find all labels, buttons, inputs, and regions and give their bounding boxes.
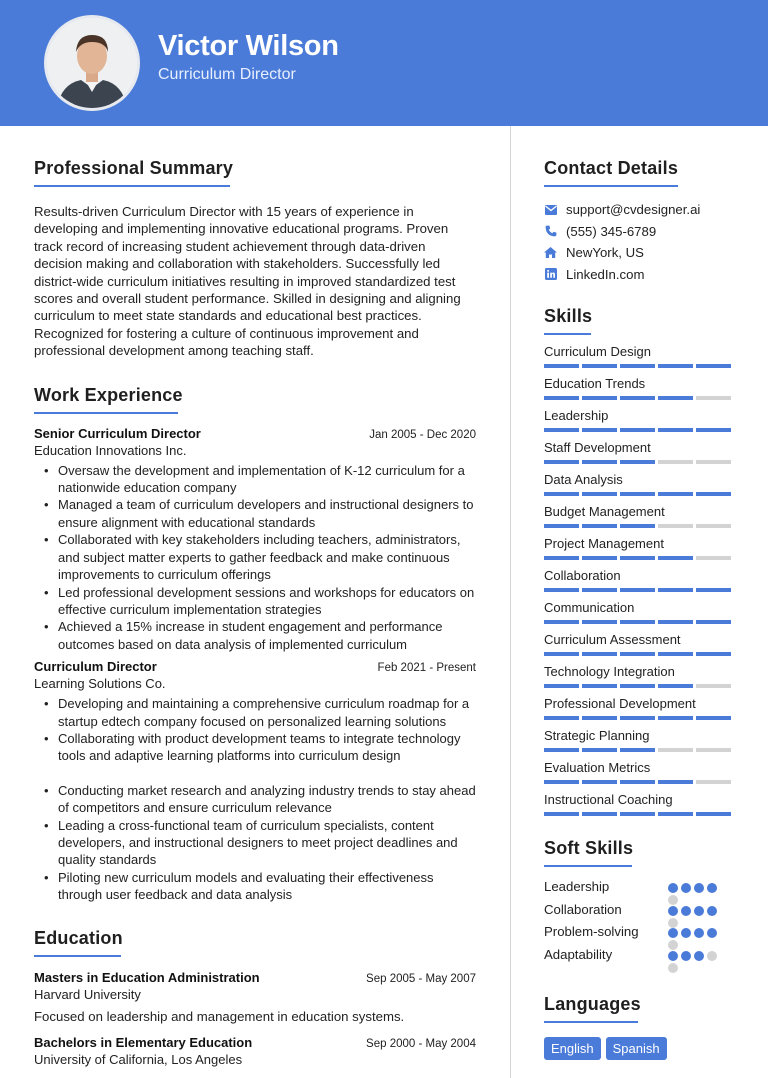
contact-text: (555) 345-6789: [566, 223, 657, 239]
skill-level-segment: [696, 492, 731, 496]
soft-skills-heading: Soft Skills: [544, 838, 634, 858]
skill-item: [544, 600, 734, 624]
soft-skill-rating: [668, 951, 717, 961]
rating-dot: [668, 951, 678, 961]
skill-level-segment: [620, 652, 655, 656]
contact-location: [544, 242, 734, 264]
contact-text: NewYork, US: [566, 245, 644, 261]
contact-text: support@cvdesigner.ai: [566, 202, 701, 218]
skill-item: [544, 696, 734, 720]
rating-dot: [694, 883, 704, 893]
degree-name: Bachelors in Elementary Education: [34, 1035, 253, 1050]
skill-level-segment: [582, 812, 617, 816]
skill-level-segment: [544, 364, 579, 368]
section-underline: [34, 185, 230, 187]
skill-level-segment: [620, 524, 655, 528]
skill-item: [544, 568, 734, 592]
education-dates: Sep 2005 - May 2007: [366, 972, 476, 985]
skill-level-segment: [696, 588, 731, 592]
skill-level-segment: [696, 556, 731, 560]
skill-level-bar: [544, 652, 734, 656]
soft-skill-name: Leadership: [544, 879, 610, 894]
company-name: Learning Solutions Co.: [34, 676, 166, 692]
skill-level-bar: [544, 716, 734, 720]
skill-level-segment: [582, 492, 617, 496]
skill-level-segment: [544, 748, 579, 752]
contact-linkedin[interactable]: [544, 264, 734, 286]
skill-level-bar: [544, 780, 734, 784]
bullet-item: • Managed a team of curriculum developers and instructional designers to ensure alignment with educational standards: [34, 496, 476, 531]
skill-name: Curriculum Design: [544, 344, 651, 359]
skill-item: [544, 760, 734, 784]
skill-name: Technology Integration: [544, 664, 675, 679]
skill-name: Strategic Planning: [544, 728, 650, 743]
skill-level-segment: [696, 428, 731, 432]
contact-heading: Contact Details: [544, 158, 679, 178]
rating-dot: [694, 928, 704, 938]
rating-dot: [681, 928, 691, 938]
experience-heading: Work Experience: [34, 384, 183, 405]
skill-level-segment: [544, 620, 579, 624]
language-tags: [544, 1037, 734, 1060]
skill-name: Leadership: [544, 408, 609, 423]
skill-level-segment: [696, 716, 731, 720]
soft-skill-name: Adaptability: [544, 946, 613, 962]
skill-level-segment: [620, 684, 655, 688]
summary-heading: Professional Summary: [34, 158, 234, 178]
main-column: [34, 126, 476, 1067]
education-entry: [34, 970, 476, 1025]
skill-level-segment: [544, 524, 579, 528]
skill-level-segment: [582, 620, 617, 624]
education-entry: [34, 1035, 476, 1067]
header-banner: [0, 0, 768, 126]
skill-level-bar: [544, 556, 734, 560]
skill-level-bar: [544, 460, 734, 464]
section-underline: [544, 865, 632, 867]
education-dates: Sep 2000 - May 2004: [366, 1038, 476, 1050]
skill-level-segment: [658, 588, 693, 592]
skill-level-segment: [544, 556, 579, 560]
skill-level-segment: [696, 652, 731, 656]
section-underline: [34, 955, 121, 957]
languages-section: [544, 994, 734, 1060]
soft-skill-rating: [668, 928, 717, 938]
skill-level-segment: [658, 716, 693, 720]
skill-level-segment: [620, 812, 655, 816]
bullet-item: • Oversaw the development and implementation of K-12 curriculum for a nationwide education company: [34, 462, 476, 497]
skill-name: Curriculum Assessment: [544, 632, 681, 647]
skill-level-segment: [620, 364, 655, 368]
skill-name: Data Analysis: [544, 472, 623, 487]
skills-list: [544, 344, 734, 816]
soft-skill-rating: [668, 883, 717, 893]
soft-skill-name: Problem-solving: [544, 924, 639, 939]
rating-dot: [681, 906, 691, 916]
bullet-item: • Collaborated with key stakeholders including teachers, administrators, and subject matter experts to gather feedback and make continuous improvements to curriculum offerings: [34, 531, 476, 583]
rating-dot: [707, 928, 717, 938]
skill-level-segment: [582, 524, 617, 528]
rating-dot: [707, 883, 717, 893]
skill-level-segment: [696, 812, 731, 816]
contact-phone[interactable]: [544, 221, 734, 243]
skill-level-segment: [620, 588, 655, 592]
languages-heading: Languages: [544, 994, 641, 1014]
language-tag: English: [544, 1037, 601, 1060]
skill-level-segment: [582, 780, 617, 784]
soft-skill-name: Collaboration: [544, 901, 622, 917]
bullet-item: • Developing and maintaining a comprehensive curriculum roadmap for a startup edtech company focused on personalized learning solutions: [34, 695, 476, 730]
skill-level-segment: [544, 652, 579, 656]
skill-level-segment: [696, 684, 731, 688]
skill-level-bar: [544, 364, 734, 368]
skill-item: [544, 440, 734, 464]
candidate-name: Victor Wilson: [158, 30, 339, 62]
skill-level-segment: [620, 556, 655, 560]
job-dates: Feb 2021 - Present: [377, 662, 476, 675]
skills-heading: Skills: [544, 306, 593, 326]
candidate-title: Curriculum Director: [158, 66, 296, 83]
skill-name: Staff Development: [544, 440, 651, 455]
skill-level-segment: [544, 588, 579, 592]
rating-dot: [681, 951, 691, 961]
skill-level-segment: [544, 780, 579, 784]
contact-email[interactable]: [544, 199, 734, 221]
skill-name: Communication: [544, 600, 635, 615]
portrait-photo: [47, 18, 137, 108]
job-title: Curriculum Director: [34, 659, 157, 675]
rating-dot: [668, 883, 678, 893]
skill-item: [544, 728, 734, 752]
skill-level-segment: [620, 748, 655, 752]
soft-skill-item: [544, 877, 734, 900]
skill-level-segment: [658, 812, 693, 816]
skill-level-segment: [696, 620, 731, 624]
rating-dot: [707, 906, 717, 916]
education-note: Focused on leadership and management in education systems.: [34, 1008, 405, 1024]
skill-level-segment: [620, 396, 655, 400]
skill-item: [544, 472, 734, 496]
soft-skill-rating: [668, 906, 717, 916]
school-name: University of California, Los Angeles: [34, 1052, 243, 1067]
job-bullets: [34, 462, 476, 653]
company-name: Education Innovations Inc.: [34, 442, 187, 458]
rating-dot: [681, 883, 691, 893]
education-heading: Education: [34, 927, 123, 948]
skill-name: Professional Development: [544, 696, 696, 711]
skills-section: [544, 306, 734, 816]
skill-item: [544, 792, 734, 816]
skill-level-segment: [696, 364, 731, 368]
rating-dot: [707, 951, 717, 961]
soft-skills-list: [544, 877, 734, 967]
skill-name: Evaluation Metrics: [544, 760, 651, 775]
skill-level-segment: [658, 780, 693, 784]
skill-level-segment: [582, 364, 617, 368]
summary-section: [34, 158, 476, 360]
summary-text: Results-driven Curriculum Director with 15 years of experience in developing and implementing innovative educational programs. Proven track record of increasing student achievement through data-driven decision making and collaboration with stakeholders. Successfully led district-wide curriculum initiatives resulting in improved standardized test scores and overall student performance. Skilled in designing and aligning curriculum to meet state standards and educational best practices. Recognized for fostering a culture of continuous improvement and professional development among teaching staff.: [34, 204, 461, 359]
section-underline: [34, 412, 178, 414]
degree-name: Masters in Education Administration: [34, 969, 260, 985]
skill-item: [544, 344, 734, 368]
skill-level-segment: [582, 716, 617, 720]
section-underline: [544, 333, 591, 335]
skill-level-bar: [544, 492, 734, 496]
skill-level-segment: [582, 588, 617, 592]
skill-level-segment: [658, 620, 693, 624]
skill-level-segment: [544, 716, 579, 720]
skill-item: [544, 536, 734, 560]
skill-level-segment: [620, 492, 655, 496]
skill-level-bar: [544, 588, 734, 592]
contact-section: [544, 158, 734, 285]
skill-level-segment: [658, 396, 693, 400]
skill-level-segment: [658, 748, 693, 752]
skill-level-bar: [544, 748, 734, 752]
skill-level-segment: [658, 652, 693, 656]
language-tag: Spanish: [606, 1037, 667, 1060]
soft-skills-section: [544, 838, 734, 967]
education-section: [34, 928, 476, 1067]
skill-level-segment: [582, 396, 617, 400]
skill-level-bar: [544, 812, 734, 816]
avatar: [44, 15, 140, 111]
rating-dot: [694, 906, 704, 916]
skill-name: Budget Management: [544, 504, 665, 519]
skill-level-bar: [544, 428, 734, 432]
bullet-item: • Achieved a 15% increase in student engagement and performance outcomes based on data analysis of implemented curriculum: [34, 618, 476, 653]
skill-item: [544, 504, 734, 528]
skill-level-segment: [696, 524, 731, 528]
soft-skill-item: [544, 922, 734, 945]
skill-level-segment: [696, 460, 731, 464]
skill-level-segment: [658, 524, 693, 528]
job-bullets: [34, 695, 476, 903]
skill-name: Project Management: [544, 536, 664, 551]
rating-dot: [694, 951, 704, 961]
skill-name: Education Trends: [544, 376, 646, 391]
skill-level-segment: [658, 364, 693, 368]
skill-level-bar: [544, 524, 734, 528]
skill-name: Instructional Coaching: [544, 792, 673, 807]
job-entry: [34, 659, 476, 903]
job-dates: Jan 2005 - Dec 2020: [369, 428, 476, 441]
home-icon: [544, 246, 557, 259]
skill-level-segment: [620, 428, 655, 432]
skill-level-segment: [696, 780, 731, 784]
skill-level-segment: [582, 748, 617, 752]
skill-level-segment: [658, 556, 693, 560]
sidebar-column: [544, 126, 734, 1060]
skill-level-segment: [658, 428, 693, 432]
skill-level-segment: [620, 460, 655, 464]
skill-level-segment: [620, 780, 655, 784]
skill-level-segment: [544, 396, 579, 400]
section-underline: [544, 185, 678, 187]
job-entry: [34, 426, 476, 653]
skill-level-bar: [544, 620, 734, 624]
soft-skill-item: [544, 945, 734, 968]
skill-level-segment: [582, 428, 617, 432]
skill-item: [544, 376, 734, 400]
skill-level-segment: [582, 684, 617, 688]
column-divider: [510, 126, 511, 1078]
skill-level-segment: [582, 652, 617, 656]
bullet-item: • Piloting new curriculum models and evaluating their effectiveness through user feedback and data analysis: [34, 869, 476, 904]
skill-level-segment: [544, 492, 579, 496]
experience-section: [34, 385, 476, 904]
skill-level-segment: [544, 428, 579, 432]
section-underline: [544, 1021, 638, 1023]
skill-level-bar: [544, 684, 734, 688]
skill-level-segment: [582, 460, 617, 464]
contact-text: LinkedIn.com: [566, 266, 645, 282]
skill-level-segment: [658, 460, 693, 464]
skill-level-segment: [696, 396, 731, 400]
bullet-item: • Collaborating with product development teams to integrate technology tools and adaptive learning platforms into curriculum design: [34, 730, 476, 765]
skill-item: [544, 408, 734, 432]
skill-level-segment: [658, 684, 693, 688]
skill-level-segment: [544, 812, 579, 816]
skill-level-segment: [544, 684, 579, 688]
skill-level-segment: [582, 556, 617, 560]
bullet-item: • Conducting market research and analyzing industry trends to stay ahead of competitors and ensure curriculum relevance: [34, 782, 476, 817]
skill-name: Collaboration: [544, 568, 621, 583]
skill-item: [544, 664, 734, 688]
skill-level-segment: [620, 620, 655, 624]
skill-level-segment: [696, 748, 731, 752]
envelope-icon: [544, 203, 557, 216]
skill-level-segment: [658, 492, 693, 496]
phone-icon: [544, 225, 557, 238]
school-name: Harvard University: [34, 986, 141, 1002]
bullet-item: • Leading a cross-functional team of curriculum specialists, content developers, and instructional designers to meet project deadlines and quality standards: [34, 817, 476, 869]
skill-item: [544, 632, 734, 656]
rating-dot: [668, 906, 678, 916]
bullet-item: • Led professional development sessions and workshops for educators on effective curriculum implementation strategies: [34, 584, 476, 619]
rating-dot: [668, 928, 678, 938]
job-title: Senior Curriculum Director: [34, 425, 201, 441]
skill-level-segment: [544, 460, 579, 464]
linkedin-icon: [544, 268, 557, 281]
skill-level-bar: [544, 396, 734, 400]
skill-level-segment: [620, 716, 655, 720]
soft-skill-item: [544, 900, 734, 923]
rating-dot-overflow: [668, 963, 678, 973]
